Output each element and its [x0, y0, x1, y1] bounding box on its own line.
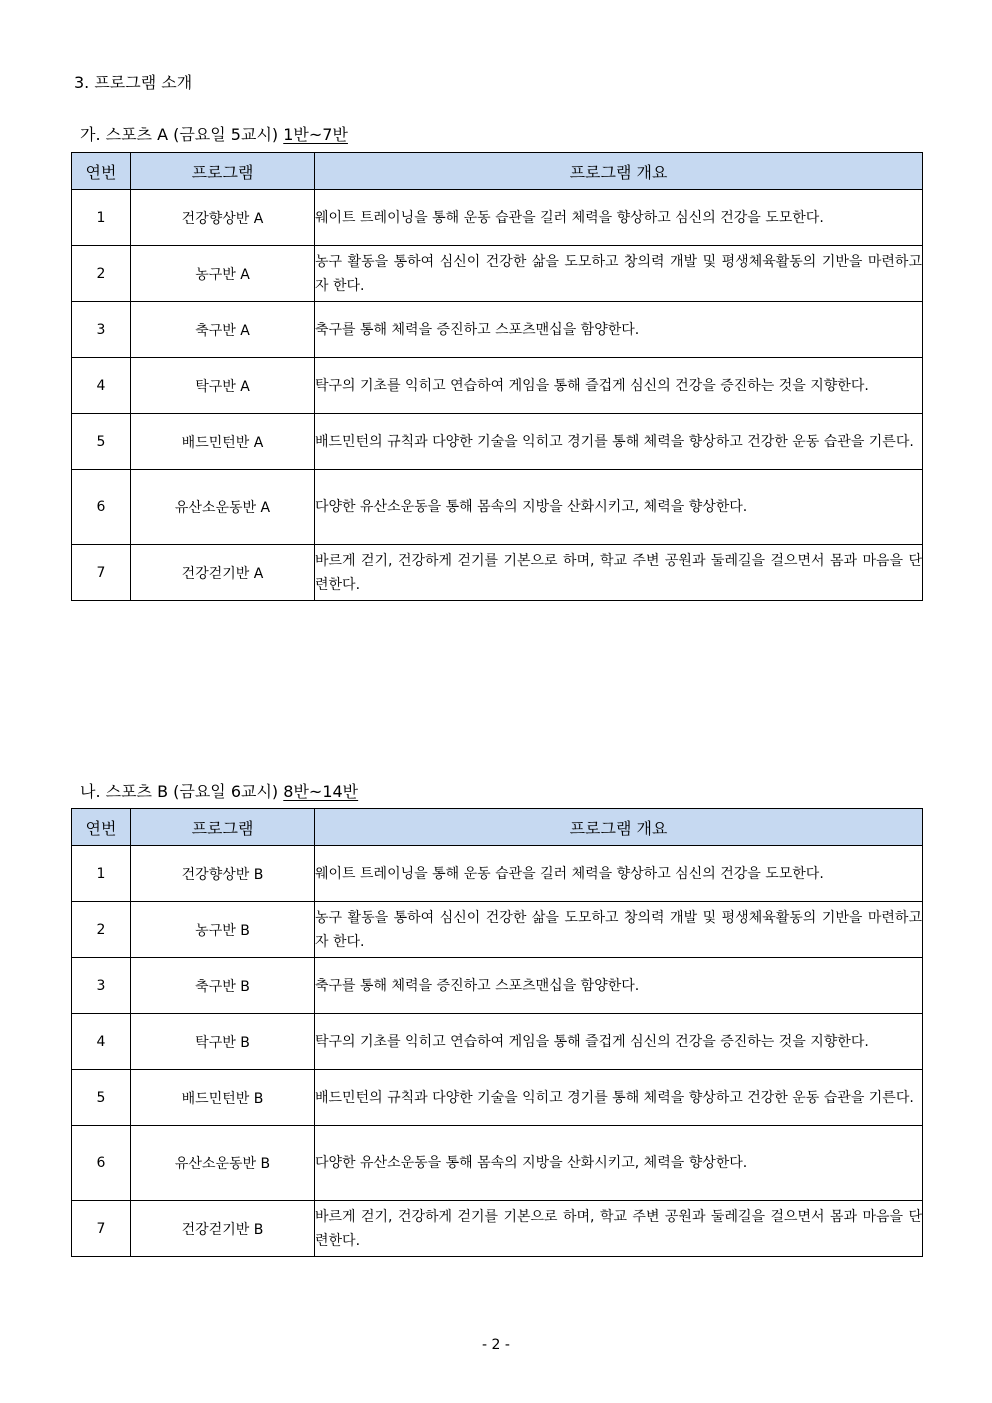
section-b-table — [71, 808, 923, 1257]
row-desc: 배드민턴의 규칙과 다양한 기술을 익히고 경기를 통해 체력을 향상하고 건강한 운동 습관을 기른다. — [315, 1070, 923, 1126]
row-num: 7 — [72, 1201, 131, 1257]
row-name: 축구반 A — [131, 302, 315, 358]
header-name: 프로그램 — [131, 153, 315, 190]
section-b-title-prefix: 나. 스포츠 B (금요일 6교시) — [80, 782, 279, 801]
row-name: 건강향상반 B — [131, 846, 315, 902]
table-header-row — [72, 153, 923, 190]
section-a-table — [71, 152, 923, 601]
row-desc: 탁구의 기초를 익히고 연습하여 게임을 통해 즐겁게 심신의 건강을 증진하는 것을 지향한다. — [315, 1014, 923, 1070]
section-a-title-range: 1반~7반 — [283, 125, 348, 144]
row-name: 탁구반 A — [131, 358, 315, 414]
row-num: 5 — [72, 414, 131, 470]
page-number: - 2 - — [482, 1337, 510, 1353]
table-row — [72, 246, 923, 302]
row-name: 건강향상반 A — [131, 190, 315, 246]
row-desc: 농구 활동을 통하여 심신이 건강한 삶을 도모하고 창의력 개발 및 평생체육활동의 기반을 마련하고자 한다. — [315, 902, 923, 958]
row-desc: 축구를 통해 체력을 증진하고 스포츠맨십을 함양한다. — [315, 302, 923, 358]
header-desc: 프로그램 개요 — [315, 809, 923, 846]
row-desc: 배드민턴의 규칙과 다양한 기술을 익히고 경기를 통해 체력을 향상하고 건강한 운동 습관을 기른다. — [315, 414, 923, 470]
row-name: 건강걷기반 B — [131, 1201, 315, 1257]
section-b-title-range: 8반~14반 — [283, 782, 359, 801]
row-desc: 다양한 유산소운동을 통해 몸속의 지방을 산화시키고, 체력을 향상한다. — [315, 1126, 923, 1201]
table-row — [72, 302, 923, 358]
table-row — [72, 358, 923, 414]
header-desc: 프로그램 개요 — [315, 153, 923, 190]
row-desc: 축구를 통해 체력을 증진하고 스포츠맨십을 함양한다. — [315, 958, 923, 1014]
row-name: 탁구반 B — [131, 1014, 315, 1070]
row-desc: 바르게 걷기, 건강하게 걷기를 기본으로 하며, 학교 주변 공원과 둘레길을 걸으면서 몸과 마음을 단련한다. — [315, 1201, 923, 1257]
row-num: 2 — [72, 246, 131, 302]
row-desc: 농구 활동을 통하여 심신이 건강한 삶을 도모하고 창의력 개발 및 평생체육활동의 기반을 마련하고자 한다. — [315, 246, 923, 302]
header-num: 연번 — [72, 809, 131, 846]
row-num: 6 — [72, 470, 131, 545]
table-row — [72, 846, 923, 902]
row-num: 7 — [72, 545, 131, 601]
row-name: 유산소운동반 B — [131, 1126, 315, 1201]
section-b-title — [80, 779, 358, 802]
section-a-title-prefix: 가. 스포츠 A (금요일 5교시) — [80, 125, 279, 144]
row-desc: 탁구의 기초를 익히고 연습하여 게임을 통해 즐겁게 심신의 건강을 증진하는 것을 지향한다. — [315, 358, 923, 414]
row-num: 3 — [72, 302, 131, 358]
row-desc: 웨이트 트레이닝을 통해 운동 습관을 길러 체력을 향상하고 심신의 건강을 도모한다. — [315, 190, 923, 246]
table-row — [72, 958, 923, 1014]
row-name: 배드민턴반 B — [131, 1070, 315, 1126]
row-num: 1 — [72, 190, 131, 246]
table-row — [72, 470, 923, 545]
row-num: 6 — [72, 1126, 131, 1201]
table-header-row — [72, 809, 923, 846]
table-row — [72, 545, 923, 601]
table-row — [72, 902, 923, 958]
row-num: 3 — [72, 958, 131, 1014]
table-row — [72, 1070, 923, 1126]
row-desc: 다양한 유산소운동을 통해 몸속의 지방을 산화시키고, 체력을 향상한다. — [315, 470, 923, 545]
table-row — [72, 414, 923, 470]
row-name: 유산소운동반 A — [131, 470, 315, 545]
row-desc: 웨이트 트레이닝을 통해 운동 습관을 길러 체력을 향상하고 심신의 건강을 도모한다. — [315, 846, 923, 902]
row-name: 농구반 B — [131, 902, 315, 958]
row-name: 농구반 A — [131, 246, 315, 302]
table-row — [72, 1201, 923, 1257]
row-num: 4 — [72, 1014, 131, 1070]
row-name: 축구반 B — [131, 958, 315, 1014]
table-row — [72, 190, 923, 246]
header-num: 연번 — [72, 153, 131, 190]
section-a-title — [80, 122, 348, 145]
row-num: 1 — [72, 846, 131, 902]
row-name: 배드민턴반 A — [131, 414, 315, 470]
table-row — [72, 1014, 923, 1070]
row-desc: 바르게 걷기, 건강하게 걷기를 기본으로 하며, 학교 주변 공원과 둘레길을 걸으면서 몸과 마음을 단련한다. — [315, 545, 923, 601]
row-name: 건강걷기반 A — [131, 545, 315, 601]
row-num: 5 — [72, 1070, 131, 1126]
row-num: 2 — [72, 902, 131, 958]
header-name: 프로그램 — [131, 809, 315, 846]
table-row — [72, 1126, 923, 1201]
section-heading: 3. 프로그램 소개 — [74, 73, 193, 92]
row-num: 4 — [72, 358, 131, 414]
